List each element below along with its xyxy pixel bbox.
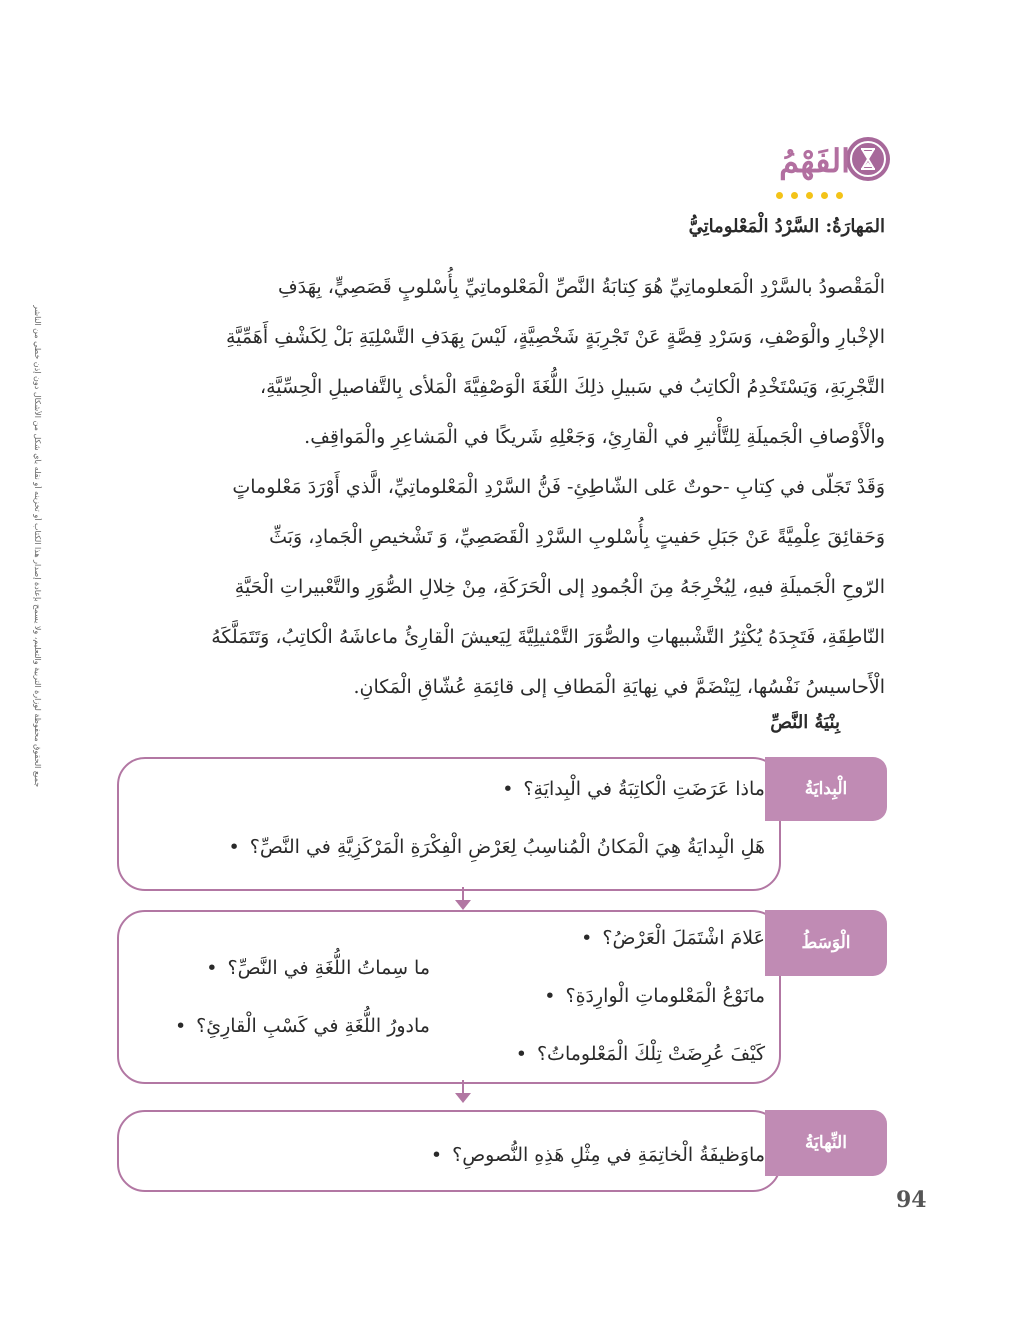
question-item: ماذا عَرَضَتِ الْكاتِبَةُ في الْبِدايَةِ؟ • [502, 778, 765, 800]
text-line: وَقَدْ تَجَلّى في كِتابِ -حوتٌ عَلى الشّاطِئِ- فَنُّ السَّرْدِ الْمَعْلوماتِيِّ، الَّذي أَوْرَدَ مَعْلوماتٍ [232, 476, 885, 498]
section-title: الفَهْمُ [779, 142, 850, 180]
hourglass-icon [846, 137, 890, 181]
question-item: مانَوْعُ الْمَعْلوماتِ الْوارِدَةِ؟ • [544, 985, 765, 1007]
beginning-label: الْبِدايَةُ [765, 757, 887, 821]
text-line: وَحَقائِقَ عِلْمِيَّةً عَنْ جَبَلِ حَفيتٍ بِأُسْلوبِ السَّرْدِ الْقَصَصِيِّ، وَ تَشْخيصِ الْجَمادِ، وَبَثِّ [269, 526, 885, 548]
copyright-side-note: جميع الحقوق محفوظة لوزارة التربية والتعليم، ولا يسمح بإعادة إصدار هذا الكتاب أو تخزينه أو نقله بأي شكل من الأشكال دون إذن خطي من الناشر [33, 305, 42, 788]
paragraph-1 [125, 262, 885, 462]
page-number: 94 [896, 1187, 927, 1213]
structure-heading: بِنْيَةُ النَّصِّ [770, 712, 840, 733]
question-item: هَلِ الْبِدايَةُ هِيَ الْمَكانُ الْمُناسِبُ لِعَرْضِ الْفِكْرَةِ الْمَرْكَزِيَّةِ في النَّصِّ؟ • [229, 836, 765, 858]
middle-label: الْوَسَطُ [765, 910, 887, 976]
text-line: الْأَحاسيسُ نَفْسُها، لِيَنْضَمَّ في نِهايَةِ الْمَطافِ إلى قائِمَةِ عُشّاقِ الْمَكانِ. [353, 676, 885, 698]
arrow-head-icon [455, 900, 471, 910]
question-item: ماوَظيفَةُ الْخاتِمَةِ في مِثْلِ هَذِهِ النُّصوصِ؟ • [431, 1144, 765, 1166]
skill-line: المَهارَةُ: السَّرْدُ الْمَعْلوماتِيُّ [688, 216, 885, 237]
arrow-head-icon [455, 1093, 471, 1103]
paragraph-2 [125, 462, 885, 712]
text-line: التَّجْرِبَةِ، وَيَسْتَخْدِمُ الْكاتِبُ في سَبيلِ ذلِكَ اللُّغَةَ الْوَصْفِيَّةَ الْمَلأى بِالتَّفاصيلِ الْحِسِّيَّةِ، [259, 376, 885, 398]
text-line: الإخْبارِ والْوَصْفِ، وَسَرْدِ قِصَّةٍ عَنْ تَجْرِبَةٍ شَخْصِيَّةٍ، لَيْسَ بِهَدَفِ التَّسْلِيَةِ بَلْ لِكَشْفِ أَهَمِّيَّةِ [225, 326, 885, 348]
question-item: ما سِماتُ اللُّغَةِ في النَّصِّ؟ • [206, 957, 430, 979]
text-line: النّاطِقَةِ، فَتَجِدَهُ يُكْثِرُ التَّشْبيهاتِ والصُّوَرَ التَّمْثيلِيَّةَ لِيَعيشَ الْقارِئُ ماعاشَهُ الْكاتِبُ، وَتَتَمَلَّكَهُ [211, 626, 885, 648]
flow-arrow [462, 887, 464, 901]
title-dots [776, 190, 848, 200]
question-item: عَلامَ اشْتَمَلَ الْعَرْضُ؟ • [581, 927, 765, 949]
text-line: الْمَقْصودُ بالسَّرْدِ الْمَعلوماتِيِّ هُوَ كِتابَةُ النَّصِّ الْمَعْلوماتِيِّ بِأُسْلوبٍ قَصَصِيٍّ، بِهَدَفِ [277, 276, 885, 298]
flow-arrow [462, 1080, 464, 1094]
ending-label: النِّهايَةُ [765, 1110, 887, 1176]
text-line: الرّوحِ الْجَميلَةِ فيهِ، لِيُخْرِجَهُ مِنَ الْجُمودِ إلى الْحَرَكَةِ، مِنْ خِلالِ الصُّوَرِ والتَّعْبيراتِ الْحَيَّةِ [234, 576, 885, 598]
question-item: كَيْفَ عُرِضَتْ تِلْكَ الْمَعْلوماتُ؟ • [516, 1043, 765, 1065]
text-line: والْأَوْصافِ الْجَميلَةِ لِلتَّأْثيرِ في الْقارِئِ، وَجَعْلِهِ شَريكًا في الْمَشاعِرِ والْمَواقِفِ. [304, 426, 885, 448]
question-item: مادورُ اللُّغَةِ في كَسْبِ الْقارِئِ؟ • [175, 1015, 430, 1037]
